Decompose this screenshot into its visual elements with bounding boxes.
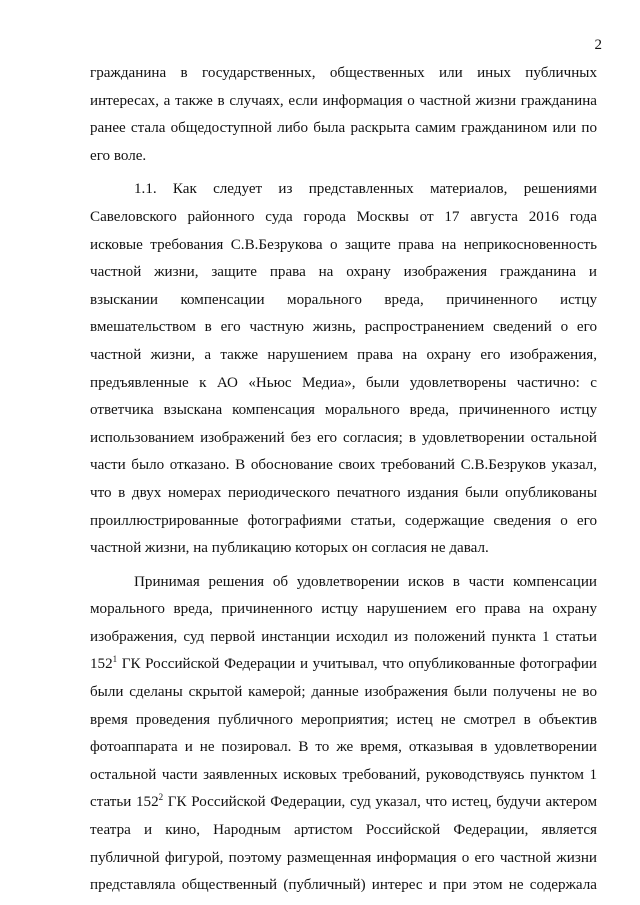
text-line: частной жизни, на публикацию которых он согласия не давал. <box>90 540 489 557</box>
text-line: были сделаны скрытой камерой; данные изображения были получены не во <box>90 684 597 701</box>
text-line: ответчика взыскана компенсация морального вреда, причиненного истцу <box>90 402 597 419</box>
text-line: фотоаппарата и не позировал. В то же время, отказывая в удовлетворении <box>90 739 597 756</box>
text-line: театра и кино, Народным артистом Российской Федерации, является <box>90 822 597 839</box>
text-line: изображения, суд первой инстанции исходил из положений пункта 1 статьи <box>90 628 597 645</box>
text-run: ГК Российской Федерации, суд указал, что истец, будучи актером <box>163 794 597 811</box>
text-line: проиллюстрированные фотографиями статьи, содержащие сведения о его <box>90 512 597 529</box>
paragraph-3 <box>90 569 597 900</box>
text-line: 1.1. Как следует из представленных материалов, решениями <box>134 181 597 198</box>
paragraph-2 <box>90 176 597 562</box>
text-line: взыскании компенсации морального вреда, причиненного истцу <box>90 291 597 308</box>
text-line: интересах, а также в случаях, если информация о частной жизни гражданина <box>90 92 597 109</box>
text-line: время проведения публичного мероприятия; истец не смотрел в объектив <box>90 711 597 728</box>
page-number: 2 <box>594 37 602 53</box>
text-line: что в двух номерах периодического печатного издания были опубликованы <box>90 484 597 501</box>
text-line: его воле. <box>90 147 147 164</box>
text-line: предъявленные к АО «Ньюс Медиа», были удовлетворены частично: с <box>90 374 597 391</box>
text-line: частной жизни, защите права на охрану изображения гражданина и <box>90 264 597 281</box>
text-line: части было отказано. В обоснование своих требований С.В.Безруков указал, <box>90 457 597 474</box>
text-line: ранее стала общедоступной либо была раскрыта самим гражданином или по <box>90 120 597 137</box>
text-line: публичной фигурой, поэтому размещенная информация о его частной жизни <box>90 849 597 866</box>
text-line: морального вреда, причиненного истцу нарушением его права на охрану <box>90 601 597 618</box>
text-line-with-superscript <box>90 651 597 679</box>
superscript: 2 <box>158 792 164 803</box>
text-line: Принимая решения об удовлетворении исков в части компенсации <box>134 573 597 590</box>
text-line: использованием изображений без его согласия; в удовлетворении остальной <box>90 429 597 446</box>
text-line: исковые требования С.В.Безрукова о защите права на неприкосновенность <box>90 236 597 253</box>
document-body <box>90 60 597 900</box>
text-line: частной жизни, а также нарушением права на охрану его изображения, <box>90 346 597 363</box>
text-run: 152 <box>90 656 113 673</box>
text-line: Савеловского районного суда города Москвы от 17 августа 2016 года <box>90 208 597 225</box>
text-line: гражданина в государственных, общественных или иных публичных <box>90 65 597 81</box>
text-run: ГК Российской Федерации и учитывал, что опубликованные фотографии <box>117 656 597 673</box>
text-line: представляла общественный (публичный) интерес и при этом не содержала <box>90 877 597 894</box>
text-line: вмешательством в его частную жизнь, распространением сведений о его <box>90 319 597 336</box>
text-run: статьи 152 <box>90 794 159 811</box>
text-line: остальной части заявленных исковых требований, руководствуясь пунктом 1 <box>90 766 597 783</box>
superscript: 1 <box>112 654 118 665</box>
paragraph-1 <box>90 60 597 170</box>
text-line-with-superscript <box>90 789 597 817</box>
